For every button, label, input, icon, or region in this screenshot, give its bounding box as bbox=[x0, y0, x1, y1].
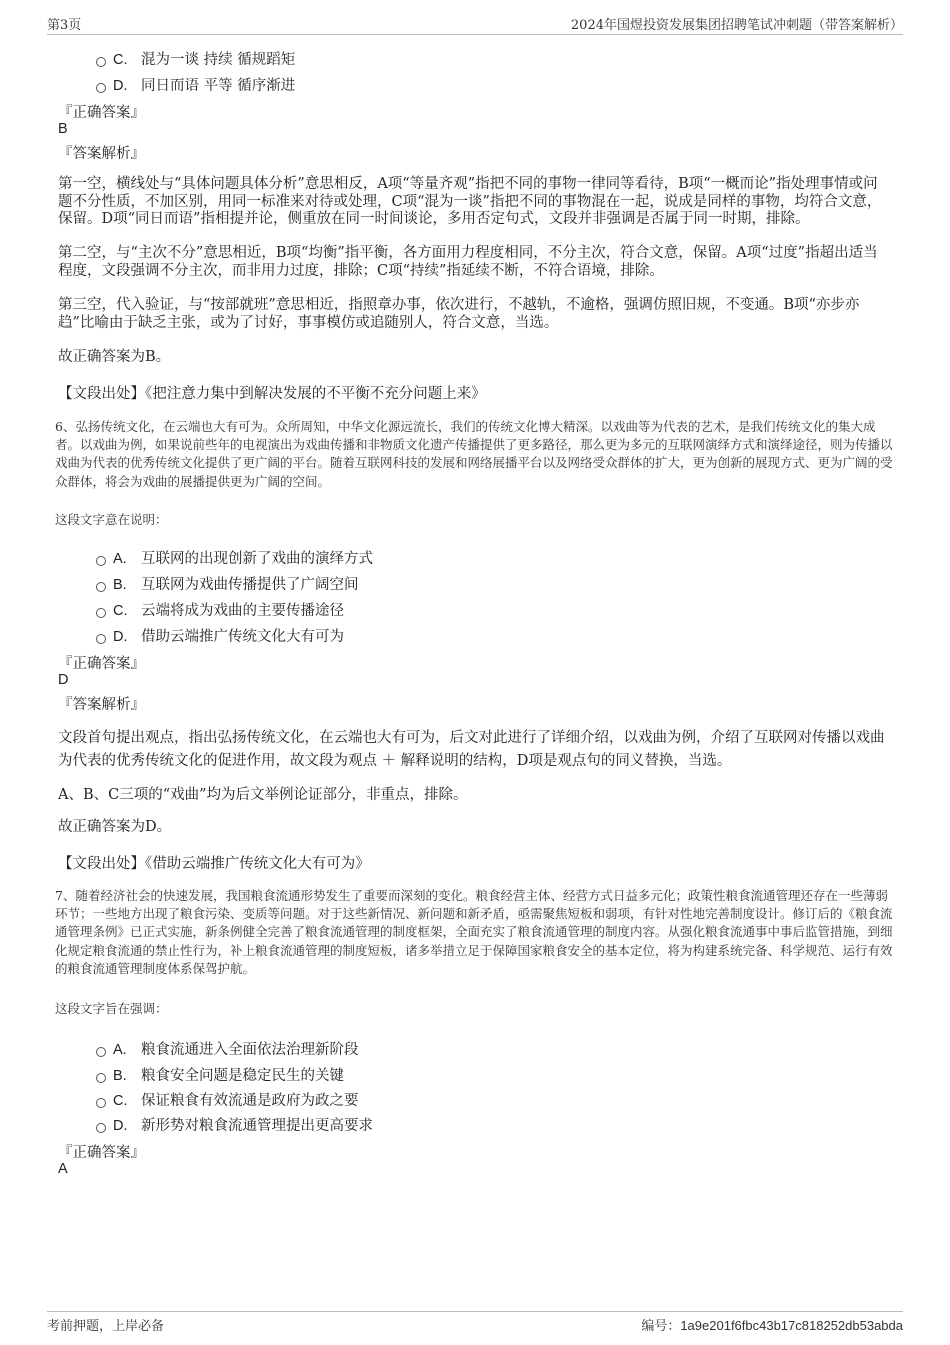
q5-option-c[interactable]: C. 混为一谈 持续 循规蹈矩 bbox=[96, 48, 295, 69]
radio-icon[interactable] bbox=[96, 83, 106, 93]
radio-icon[interactable] bbox=[96, 608, 106, 618]
q5-source: 【文段出处】《把注意力集中到解决发展的不平衡不充分问题上来》 bbox=[58, 386, 486, 402]
q7-correct-label: 『正确答案』 bbox=[58, 1145, 145, 1161]
q7-option-b[interactable]: B. 粮食安全问题是稳定民生的关键 bbox=[96, 1064, 344, 1085]
radio-icon[interactable] bbox=[96, 634, 106, 644]
radio-icon[interactable] bbox=[96, 1123, 106, 1133]
q5-analysis-conclusion: 故正确答案为B。 bbox=[58, 349, 171, 365]
q7-prompt: 这段文字旨在强调： bbox=[55, 1001, 168, 1016]
q6-analysis-label: 『答案解析』 bbox=[58, 697, 145, 713]
radio-icon[interactable] bbox=[96, 1047, 106, 1057]
q6-option-c[interactable]: C. 云端将成为戏曲的主要传播途径 bbox=[96, 599, 344, 620]
code-label: 编号： bbox=[641, 1319, 681, 1334]
q5-analysis-p1: 第一空，横线处与“具体问题具体分析”意思相反，A项“等量齐观”指把不同的事物一律同等看待，B项“一概而论”指处理事情或问题不分性质，不加区别，用同一标准来对待或处理，C项“混为一谈”指把不同的事物混在一起，说成是同样的事物，均符合文意，保留。D项“同日而语”指相提并论，侧重放在同一时间谈论，多用否定句式，文段并非强调是否属于同一时期，排除。 bbox=[58, 176, 882, 227]
q7-option-a[interactable]: A. 粮食流通进入全面依法治理新阶段 bbox=[96, 1038, 359, 1059]
q7-stem: 7、随着经济社会的快速发展，我国粮食流通形势发生了重要而深刻的变化。粮食经营主体、经营方式日益多元化；政策性粮食流通管理还存在一些薄弱环节；一些地方出现了粮食污染、变质等问题。对于这些新情况、新问题和新矛盾，亟需聚焦短板和弱项，有针对性地完善制度设计。修订后的《粮食流通管理条例》已正式实施，新条例健全完善了粮食流通管理的制度框架，全面充实了粮食流通管理的制度内容。从强化粮食流通事中事后监管措施，到细化规定粮食流通的禁止性行为，补上粮食流通管理的制度短板，诸多举措立足于保障国家粮食安全的基本定位，将为构建系统完备、科学规范、运行有效的粮食流通管理制度体系保驾护航。 bbox=[55, 888, 893, 976]
q5-analysis-p3: 第三空，代入验证，与“按部就班”意思相近，指照章办事，依次进行，不越轨，不逾格，强调仿照旧规，不变通。B项“亦步亦趋”比喻由于缺乏主张，或为了讨好，事事模仿或追随别人，符合文意，当选。 bbox=[58, 297, 860, 331]
footer-slogan: 考前押题，上岸必备 bbox=[47, 1319, 165, 1334]
document-title: 2024年国煜投资发展集团招聘笔试冲刺题（带答案解析） bbox=[570, 18, 903, 33]
q6-analysis-conclusion: 故正确答案为D。 bbox=[58, 819, 172, 835]
page-footer bbox=[47, 1311, 903, 1334]
radio-icon[interactable] bbox=[96, 57, 106, 67]
q6-option-a[interactable]: A. 互联网的出现创新了戏曲的演绎方式 bbox=[96, 547, 373, 568]
q6-analysis-p2: A、B、C三项的“戏曲”均为后文举例论证部分，非重点，排除。 bbox=[58, 787, 468, 803]
q6-option-b[interactable]: B. 互联网为戏曲传播提供了广阔空间 bbox=[96, 573, 359, 594]
q6-correct-answer: D bbox=[58, 672, 69, 688]
q7-option-c[interactable]: C. 保证粮食有效流通是政府为政之要 bbox=[96, 1089, 359, 1110]
page-number: 第3页 bbox=[47, 18, 82, 33]
radio-icon[interactable] bbox=[96, 582, 106, 592]
q6-analysis-p1: 文段首句提出观点，指出弘扬传统文化，在云端也大有可为，后文对此进行了详细介绍，以戏曲为例，介绍了互联网对传播以戏曲为代表的优秀传统文化的促进作用，故文段为观点 ＋ 解释说明的结构，D项是观点句的同义替换，当选。 bbox=[58, 730, 885, 769]
q5-analysis-label: 『答案解析』 bbox=[58, 146, 145, 162]
q5-correct-label: 『正确答案』 bbox=[58, 105, 145, 121]
q6-prompt: 这段文字意在说明： bbox=[55, 512, 168, 527]
radio-icon[interactable] bbox=[96, 556, 106, 566]
q5-analysis-p2: 第二空，与“主次不分”意思相近，B项“均衡”指平衡，各方面用力程度相同，不分主次，符合文意，保留。A项“过度”指超出适当程度，文段强调不分主次，而非用力过度，排除；C项“持续”指延续不断，不符合语境，排除。 bbox=[58, 245, 878, 279]
code-value: 1a9e201f6fbc43b17c818252db53abda bbox=[680, 1318, 903, 1333]
radio-icon[interactable] bbox=[96, 1073, 106, 1083]
q5-correct-answer: B bbox=[58, 121, 68, 137]
document-code bbox=[641, 1315, 903, 1334]
page-header bbox=[47, 14, 903, 35]
q5-option-d[interactable]: D. 同日而语 平等 循序渐进 bbox=[96, 74, 295, 95]
q6-stem: 6、弘扬传统文化，在云端也大有可为。众所周知，中华文化源远流长，我们的传统文化博大精深。以戏曲等为代表的艺术，是我们传统文化的集大成者。以戏曲为例，如果说前些年的电视演出为戏曲传播和非物质文化遗产传播提供了更多路径，那么更为多元的互联网演绎方式和演绎途径，则为传播以戏曲为代表的优秀传统文化提供了更广阔的平台。随着互联网科技的发展和网络展播平台以及网络受众群体的扩大，更为创新的展现方式、更为广阔的受众群体，将会为戏曲的展播提供更为广阔的空间。 bbox=[55, 419, 893, 489]
q7-correct-answer: A bbox=[58, 1161, 68, 1177]
q7-option-d[interactable]: D. 新形势对粮食流通管理提出更高要求 bbox=[96, 1114, 373, 1135]
radio-icon[interactable] bbox=[96, 1098, 106, 1108]
q6-source: 【文段出处】《借助云端推广传统文化大有可为》 bbox=[58, 856, 370, 872]
q6-correct-label: 『正确答案』 bbox=[58, 656, 145, 672]
q6-option-d[interactable]: D. 借助云端推广传统文化大有可为 bbox=[96, 625, 344, 646]
